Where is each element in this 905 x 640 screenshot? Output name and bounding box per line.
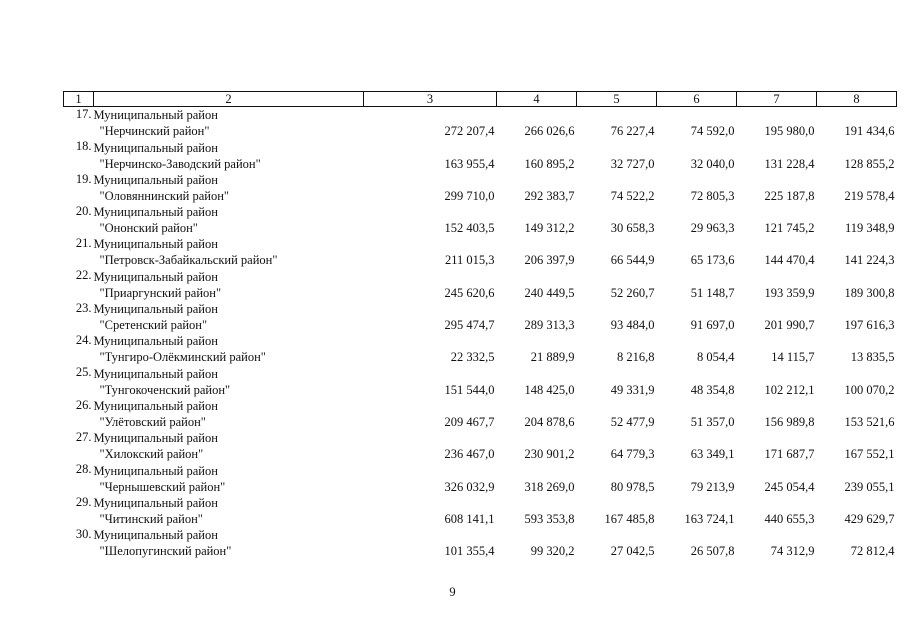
value-col-5: 32 727,0 (610, 156, 655, 171)
header-cell: 4 (497, 92, 577, 107)
value-col-5: 27 042,5 (610, 544, 655, 559)
value-col-8: 219 578,4 (844, 188, 895, 203)
district-name (94, 495, 364, 527)
district-type: Муниципальный район (93, 269, 218, 284)
value-col-5: 49 331,9 (610, 382, 655, 397)
row-number: 30. (75, 526, 92, 541)
district-title: "Хилокский район" (99, 447, 204, 462)
value-col-7: 131 228,4 (764, 156, 815, 171)
value-col-8: 100 070,2 (844, 382, 895, 397)
district-name (94, 268, 364, 300)
table-row (64, 495, 897, 527)
district-name (94, 398, 364, 430)
value-col-6: 51 148,7 (690, 285, 735, 300)
value-col-4: 292 383,7 (524, 188, 575, 203)
district-name (94, 139, 364, 171)
district-type: Муниципальный район (93, 366, 218, 381)
value-col-4: 206 397,9 (524, 253, 575, 268)
value-col-4: 289 313,3 (524, 318, 575, 333)
value-col-6: 51 357,0 (690, 414, 735, 429)
value-col-6: 74 592,0 (690, 124, 735, 139)
table-header (64, 92, 897, 107)
district-title: "Читинский район" (99, 511, 203, 526)
district-type: Муниципальный район (93, 463, 218, 478)
row-number: 20. (75, 203, 92, 218)
value-col-4: 230 901,2 (524, 447, 575, 462)
value-col-7: 144 470,4 (764, 253, 815, 268)
row-number: 27. (75, 429, 92, 444)
value-col-8: 72 812,4 (850, 544, 895, 559)
table-row (64, 236, 897, 268)
value-col-5: 52 477,9 (610, 414, 655, 429)
district-name (94, 301, 364, 333)
value-col-7: 201 990,7 (764, 318, 815, 333)
header-cell: 6 (657, 92, 737, 107)
district-title: "Петровск-Забайкальский район" (99, 253, 278, 268)
district-title: "Приаргунский район" (99, 285, 222, 300)
value-col-5: 76 227,4 (610, 124, 655, 139)
value-col-4: 204 878,6 (524, 414, 575, 429)
header-cell: 1 (64, 92, 94, 107)
value-col-8: 167 552,1 (844, 447, 895, 462)
district-name (94, 333, 364, 365)
value-col-4: 21 889,9 (530, 350, 575, 365)
header-cell: 2 (94, 92, 364, 107)
district-name (94, 365, 364, 397)
district-type: Муниципальный район (93, 302, 218, 317)
district-name (94, 430, 364, 462)
district-type: Муниципальный район (93, 495, 218, 510)
district-type: Муниципальный район (93, 172, 218, 187)
header-cell: 3 (364, 92, 497, 107)
value-col-7: 74 312,9 (770, 544, 815, 559)
district-title: "Шелопугинский район" (99, 544, 232, 559)
value-col-4: 593 353,8 (524, 511, 575, 526)
value-col-3: 209 467,7 (444, 414, 495, 429)
row-number: 26. (75, 397, 92, 412)
row-number: 18. (75, 139, 92, 154)
value-col-3: 211 015,3 (444, 253, 495, 268)
district-title: "Тунгиро-Олёкминский район" (99, 350, 266, 365)
row-number: 25. (75, 365, 92, 380)
district-title: "Сретенский район" (99, 318, 208, 333)
value-col-3: 608 141,1 (444, 511, 495, 526)
value-col-5: 30 658,3 (610, 221, 655, 236)
value-col-8: 128 855,2 (844, 156, 895, 171)
table-row (64, 268, 897, 300)
table-row (64, 172, 897, 204)
table-row (64, 107, 897, 140)
district-name (94, 172, 364, 204)
header-cell: 5 (577, 92, 657, 107)
value-col-3: 152 403,5 (444, 221, 495, 236)
table-row (64, 301, 897, 333)
row-number: 21. (75, 236, 92, 251)
value-col-4: 99 320,2 (530, 544, 575, 559)
row-number: 17. (75, 107, 92, 121)
value-col-8: 239 055,1 (844, 479, 895, 494)
value-col-3: 236 467,0 (444, 447, 495, 462)
district-type: Муниципальный район (93, 237, 218, 252)
value-col-6: 48 354,8 (690, 382, 735, 397)
value-col-7: 171 687,7 (764, 447, 815, 462)
district-title: "Тунгокоченский район" (99, 382, 231, 397)
value-col-6: 63 349,1 (690, 447, 735, 462)
value-col-5: 74 522,2 (610, 188, 655, 203)
district-title: "Ононский район" (99, 221, 198, 236)
value-col-6: 91 697,0 (690, 318, 735, 333)
value-col-8: 189 300,8 (844, 285, 895, 300)
page-number: 9 (449, 585, 456, 599)
district-title: "Нерчинский район" (99, 124, 210, 139)
header-row (64, 92, 897, 107)
value-col-8: 429 629,7 (844, 511, 895, 526)
row-number: 29. (75, 494, 92, 509)
table-row (64, 462, 897, 494)
value-col-3: 151 544,0 (444, 382, 495, 397)
row-number: 28. (75, 462, 92, 477)
value-col-3: 272 207,4 (444, 124, 495, 139)
value-col-5: 80 978,5 (610, 479, 655, 494)
value-col-7: 156 989,8 (764, 414, 815, 429)
district-title: "Чернышевский район" (99, 479, 226, 494)
value-col-6: 32 040,0 (690, 156, 735, 171)
district-type: Муниципальный район (93, 140, 218, 155)
value-col-8: 197 616,3 (844, 318, 895, 333)
value-col-4: 149 312,2 (524, 221, 575, 236)
table-body (64, 107, 897, 560)
table-row (64, 398, 897, 430)
table-row (64, 139, 897, 171)
value-col-5: 167 485,8 (604, 511, 655, 526)
district-type: Муниципальный район (93, 431, 218, 446)
table-row (64, 365, 897, 397)
table-row (64, 430, 897, 462)
row-number: 22. (75, 268, 92, 283)
value-col-4: 160 895,2 (524, 156, 575, 171)
district-type: Муниципальный район (93, 108, 218, 123)
table-row (64, 204, 897, 236)
value-col-7: 195 980,0 (764, 124, 815, 139)
district-name (94, 462, 364, 494)
value-col-6: 65 173,6 (690, 253, 735, 268)
value-col-3: 295 474,7 (444, 318, 495, 333)
value-col-7: 225 187,8 (764, 188, 815, 203)
value-col-3: 163 955,4 (444, 156, 495, 171)
value-col-6: 72 805,3 (690, 188, 735, 203)
value-col-7: 121 745,2 (764, 221, 815, 236)
row-number: 19. (75, 171, 92, 186)
value-col-7: 14 115,7 (771, 350, 815, 365)
value-col-7: 102 212,1 (764, 382, 815, 397)
district-type: Муниципальный район (93, 528, 218, 543)
district-name (94, 107, 364, 140)
district-name (94, 236, 364, 268)
value-col-7: 245 054,4 (764, 479, 815, 494)
value-col-5: 66 544,9 (610, 253, 655, 268)
district-type: Муниципальный район (93, 398, 218, 413)
value-col-4: 266 026,6 (524, 124, 575, 139)
value-col-5: 8 216,8 (617, 350, 655, 365)
district-type: Муниципальный район (93, 205, 218, 220)
value-col-3: 101 355,4 (444, 544, 495, 559)
value-col-5: 52 260,7 (610, 285, 655, 300)
value-col-3: 326 032,9 (444, 479, 495, 494)
row-number: 23. (75, 300, 92, 315)
header-cell: 7 (737, 92, 817, 107)
value-col-6: 29 963,3 (690, 221, 735, 236)
value-col-5: 64 779,3 (610, 447, 655, 462)
value-col-6: 26 507,8 (690, 544, 735, 559)
table-row (64, 527, 897, 559)
value-col-8: 141 224,3 (844, 253, 895, 268)
value-col-3: 299 710,0 (444, 188, 495, 203)
district-title: "Улётовский район" (99, 414, 206, 429)
value-col-4: 148 425,0 (524, 382, 575, 397)
value-col-3: 22 332,5 (450, 350, 495, 365)
value-col-4: 240 449,5 (524, 285, 575, 300)
value-col-4: 318 269,0 (524, 479, 575, 494)
value-col-6: 79 213,9 (690, 479, 735, 494)
district-name (94, 204, 364, 236)
value-col-7: 440 655,3 (764, 511, 815, 526)
value-col-8: 191 434,6 (844, 124, 895, 139)
district-name (94, 527, 364, 559)
district-title: "Нерчинско-Заводский район" (99, 156, 261, 171)
value-col-3: 245 620,6 (444, 285, 495, 300)
row-number: 24. (75, 333, 92, 348)
district-type: Муниципальный район (93, 334, 218, 349)
value-col-5: 93 484,0 (610, 318, 655, 333)
value-col-8: 13 835,5 (850, 350, 895, 365)
district-title: "Оловяннинский район" (99, 188, 230, 203)
budget-table (63, 91, 897, 559)
value-col-7: 193 359,9 (764, 285, 815, 300)
value-col-8: 153 521,6 (844, 414, 895, 429)
value-col-8: 119 348,9 (844, 221, 895, 236)
table-row (64, 333, 897, 365)
value-col-6: 163 724,1 (684, 511, 735, 526)
value-col-6: 8 054,4 (697, 350, 735, 365)
header-cell: 8 (817, 92, 897, 107)
